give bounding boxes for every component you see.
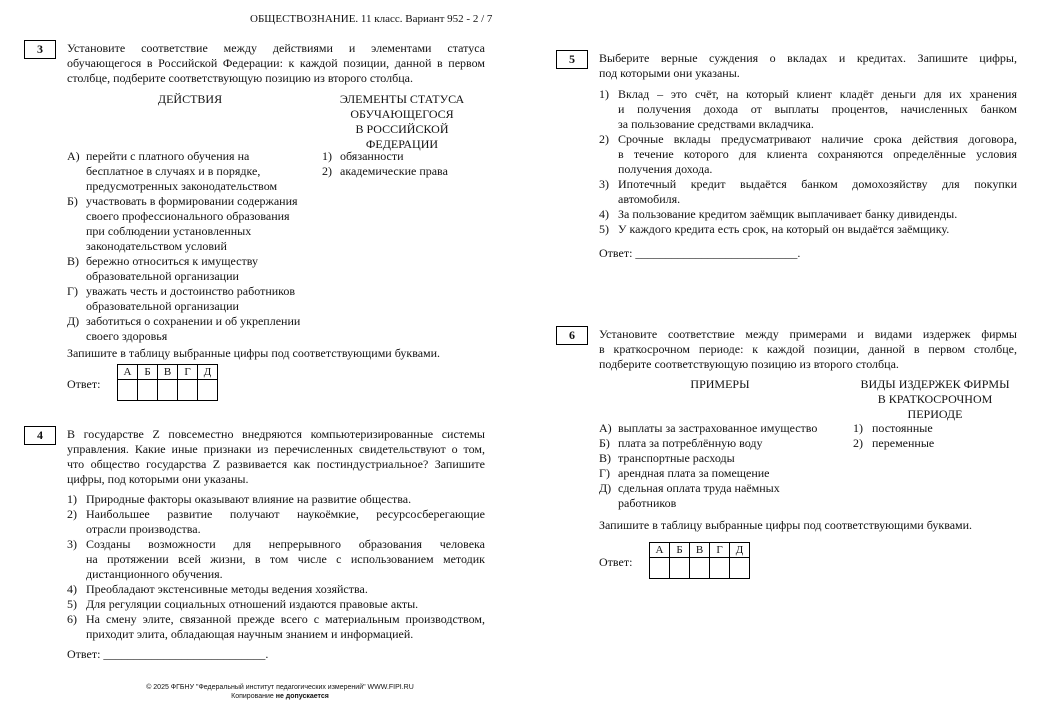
list-item: 6) На смену элите, связанной прежде всего с материальным производством, приходит элита, обладающая научным знанием и информацией. [67,612,485,641]
table-header-cell: Г [710,543,730,558]
question-3-instruction: Запишите в таблицу выбранные цифры под соответствующими буквами. [67,346,441,360]
list-item: В) транспортные расходы [599,451,735,465]
list-item: 1) обязанности [322,149,404,163]
list-item: 1) Природные факторы оказывают влияние на развитие общества. [67,492,412,506]
question-6-answer-table [649,542,750,579]
intro-line: управления. Какие иные признаки из перечисленных свидетельствуют о том, [67,442,485,456]
table-header-cell: А [118,365,138,380]
header-line: ПЕРИОДЕ [907,407,963,421]
list-item: 2) академические права [322,164,448,178]
question-3-intro [67,41,485,86]
header-line: В КРАТКОСРОЧНОМ [877,392,993,406]
question-6-intro [599,327,1017,372]
answer-cell[interactable] [178,380,198,401]
question-4-intro [67,427,485,487]
question-3-answer-label: Ответ: [67,377,101,391]
intro-line: столбце, подберите соответствующую позицию из второго столбца. [67,71,413,85]
intro-line: В государстве Z повсеместно внедряются компьютеризированные системы [67,427,485,441]
answer-cell[interactable] [138,380,158,401]
list-item: 4) За пользование кредитом заёмщик выплачивает банку дивиденды. [599,207,958,221]
intro-line: Установите соответствие между примерами и видами издержек фирмы [599,327,1017,341]
list-item: В) бережно относиться к имуществу образовательной организации [67,254,258,283]
answer-cell[interactable] [118,380,138,401]
list-item: А) перейти с платного обучения на бесплатное в случаях и в порядке, предусмотренных законодательством [67,149,278,193]
list-item: Б) участвовать в формировании содержания своего профессионального образования при соблюдении установленных законодательством условий [67,194,298,253]
intro-line: под которыми они указаны. [599,66,740,80]
list-item: 2) переменные [853,436,935,450]
header-line: ВИДЫ ИЗДЕРЖЕК ФИРМЫ [860,377,1010,391]
page-footer [120,683,440,701]
table-header-cell: В [690,543,710,558]
table-header-cell: В [158,365,178,380]
list-item: 5) Для регуляции социальных отношений издаются правовые акты. [67,597,419,611]
table-header-cell: Б [138,365,158,380]
list-item: 1) Вклад – это счёт, на который клиент кладёт деньги для их хранения и получения дохода от выплаты процентов, начисленных банком за пользование средствами вкладчика. [599,87,1017,131]
question-6-instruction: Запишите в таблицу выбранные цифры под соответствующими буквами. [599,518,973,532]
question-4-options [67,492,485,642]
list-item: 4) Преобладают экстенсивные методы ведения хозяйства. [67,582,368,596]
list-item: 2) Наибольшее развитие получают наукоёмкие, ресурсосберегающие отрасли производства. [67,507,485,536]
question-6-col1-header: ПРИМЕРЫ [690,377,750,391]
answer-cell[interactable] [710,558,730,579]
question-3-status-list [322,149,482,179]
question-5-options [599,87,1017,237]
list-item: Г) арендная плата за помещение [599,466,770,480]
question-6-col2-header [852,377,1018,422]
question-6-examples-list [599,421,839,511]
footer-copy-notice: Копирование не допускается [231,693,329,700]
question-3-actions-list [67,149,317,344]
question-6-cost-types-list [853,421,1013,451]
question-4-answer-line[interactable]: Ответ: ___________________________. [67,647,269,661]
table-header-cell: А [650,543,670,558]
header-line: ЭЛЕМЕНТЫ СТАТУСА [339,92,465,106]
list-item: Б) плата за потреблённую воду [599,436,763,450]
answer-cell[interactable] [690,558,710,579]
list-item: 5) У каждого кредита есть срок, на который он выдаётся заёмщику. [599,222,950,236]
question-4-number: 4 [24,426,56,445]
question-6-answer-label: Ответ: [599,555,633,569]
question-3-answer-table [117,364,218,401]
answer-cell[interactable] [650,558,670,579]
answer-cell[interactable] [198,380,218,401]
intro-line: Установите соответствие между действиями и элементами статуса [67,41,485,55]
answer-cell[interactable] [730,558,750,579]
list-item: А) выплаты за застрахованное имущество [599,421,818,435]
header-line: В РОССИЙСКОЙ [355,122,449,136]
footer-copyright: © 2025 ФГБНУ "Федеральный институт педагогических измерений" WWW.FIPI.RU [146,684,414,691]
list-item: Г) уважать честь и достоинство работников образовательной организации [67,284,296,313]
question-6-number: 6 [556,326,588,345]
list-item: 1) постоянные [853,421,933,435]
table-header-cell: Д [730,543,750,558]
intro-line: обучающегося в Российской Федерации: к каждой позиции, данной в первом [67,56,485,70]
intro-line: в краткосрочном периоде: к каждой позиции, данной в первом столбце, [599,342,1017,356]
table-header-cell: Г [178,365,198,380]
answer-cell[interactable] [158,380,178,401]
table-header-cell: Б [670,543,690,558]
question-3-col2-header [322,92,482,152]
question-3-col1-header: ДЕЙСТВИЯ [157,92,223,106]
intro-line: подберите соответствующую позицию из второго столбца. [599,357,899,371]
answer-cell[interactable] [670,558,690,579]
question-5-answer-line[interactable]: Ответ: ___________________________. [599,246,801,260]
page-header: ОБЩЕСТВОЗНАНИЕ. 11 класс. Вариант 952 - 2 / 7 [250,13,493,25]
intro-line: что общество государства Z развивается как постиндустриальное? Запишите [67,457,485,471]
intro-line: Выберите верные суждения о вкладах и кредитах. Запишите цифры, [599,51,1017,65]
list-item: Д) сдельная оплата труда наёмных работников [599,481,780,510]
list-item: Д) заботиться о сохранении и об укреплении своего здоровья [67,314,301,343]
question-5-intro [599,51,1017,81]
table-header-cell: Д [198,365,218,380]
intro-line: цифры, под которыми они указаны. [67,472,249,486]
list-item: 2) Срочные вклады предусматривают наличие срока действия договора, в течение которого для клиента сохраняются определённые условия получения дохода. [599,132,1017,176]
list-item: 3) Созданы возможности для непрерывного образования человека на протяжении всей жизни, в том числе с использованием методик дистанционного обучения. [67,537,485,581]
list-item: 3) Ипотечный кредит выдаётся банком домохозяйству для покупки автомобиля. [599,177,1017,206]
header-line: ОБУЧАЮЩЕГОСЯ [350,107,454,121]
question-5-number: 5 [556,50,588,69]
header-line: ФЕДЕРАЦИИ [365,137,439,151]
question-3-number: 3 [24,40,56,59]
